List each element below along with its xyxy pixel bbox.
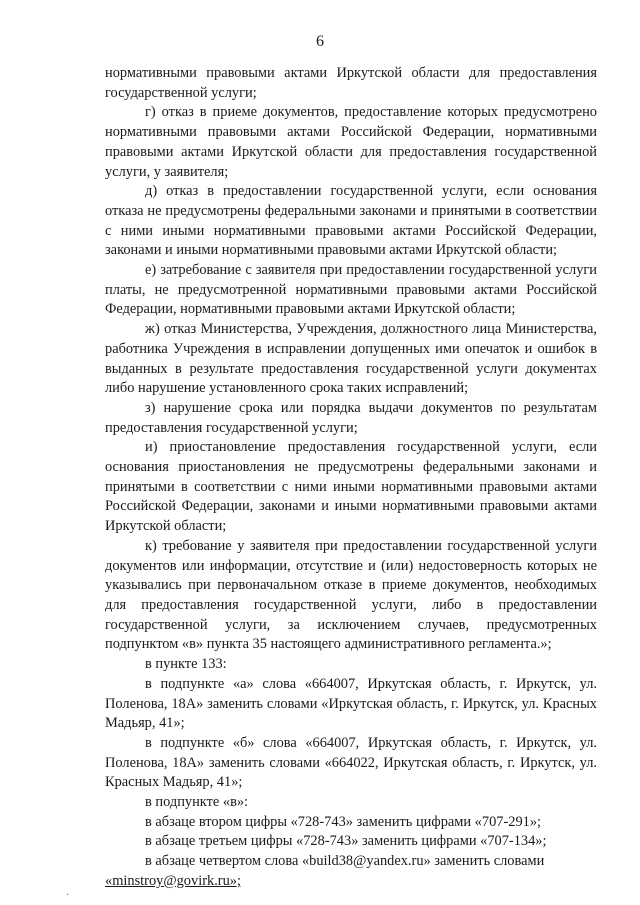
document-body — [105, 64, 597, 892]
paragraph-email-line — [105, 872, 597, 892]
paragraph-abzac-3: в абзаце третьем цифры «728-743» заменить цифрами «707-134»; — [145, 833, 547, 850]
paragraph-abzac-4: в абзаце четвертом слова «build38@yandex.ru» заменить словами — [145, 853, 545, 870]
page-number: 6 — [316, 33, 324, 50]
paragraph-continuation: нормативными правовыми актами Иркутской области для предоставления государственной услуги; — [105, 65, 597, 101]
paragraph-item-i: и) приостановление предоставления государственной услуги, если основания приостановления не предусмотрены федеральными законами и принятыми в соответствии с ними иными нормативными правовыми актами Российской Федерации, законами и иными нормативными правовыми актами Иркутской области; — [105, 439, 597, 535]
paragraph-item-k: к) требование у заявителя при предоставлении государственной услуги документов или информации, отсутствие и (или) недостоверность которых не указывались при первоначальном отказе в приеме документов, необходимых для предоставления государственной услуги, либо в предоставлении государственной услуги, за исключением случаев, предусмотренных подпунктом «в» пункта 35 настоящего административного регламента.»; — [105, 537, 597, 653]
paragraph-item-zh: ж) отказ Министерства, Учреждения, должностного лица Министерства, работника Учреждения в исправлении допущенных ими опечаток и ошибок в выданных в результате предоставления государственной услуги документах либо нарушение установленного срока таких исправлений; — [105, 321, 597, 397]
paragraph-item-g: г) отказ в приеме документов, предоставление которых предусмотрено нормативными правовыми актами Российской Федерации, нормативными правовыми актами Иркутской области для предоставления государственной услуги, у заявителя; — [105, 104, 597, 180]
paragraph-subpoint-v: в подпункте «в»: — [145, 794, 249, 811]
paragraph-item-e: е) затребование с заявителя при предоставлении государственной услуги платы, не предусмотренной нормативными правовыми актами Российской Федерации, нормативными правовыми актами Иркутской области; — [105, 262, 597, 318]
margin-mark: · — [66, 890, 70, 901]
paragraph-item-d: д) отказ в предоставлении государственной услуги, если основания отказа не предусмотрены федеральными законами и принятыми в соответствии с ними иными нормативными правовыми актами Российской Федерации, законами и иными нормативными правовыми актами Иркутской области; — [105, 183, 597, 259]
paragraph-item-z: з) нарушение срока или порядка выдачи документов по результатам предоставления государственной услуги; — [105, 399, 597, 436]
email-text: «minstroy@govirk.ru»; — [105, 872, 241, 889]
paragraph-subpoint-a: в подпункте «а» слова «664007, Иркутская область, г. Иркутск, ул. Поленова, 18А» заменить словами «Иркутская область, г. Иркутск, ул. Красных Мадьяр, 41»; — [105, 675, 597, 732]
paragraph-abzac-2: в абзаце втором цифры «728-743» заменить цифрами «707-291»; — [145, 813, 542, 830]
paragraph-point-133: в пункте 133: — [145, 656, 227, 673]
paragraph-subpoint-b: в подпункте «б» слова «664007, Иркутская область, г. Иркутск, ул. Поленова, 18А» заменить словами «664022, Иркутская область, г. Иркутск, ул. Красных Мадьяр, 41»; — [105, 734, 597, 791]
